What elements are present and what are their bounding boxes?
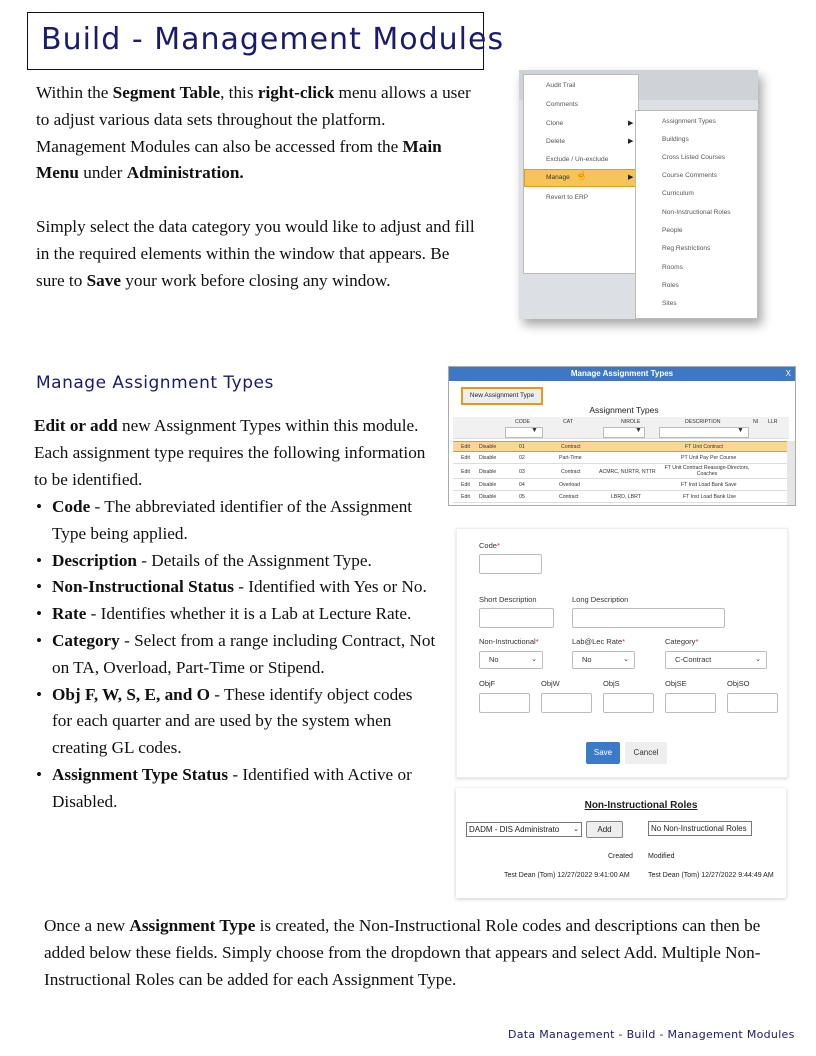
- select-value: No: [489, 655, 499, 664]
- edit-link[interactable]: Edit: [461, 455, 470, 461]
- list-item: [36, 762, 436, 816]
- edit-link[interactable]: Edit: [461, 482, 470, 488]
- cell-description: FT Unit Contract: [685, 444, 723, 450]
- filter-icon[interactable]: ▼: [531, 427, 538, 434]
- cell-description: PT Unit Pay Per Course: [681, 455, 737, 461]
- submenu-item-sites[interactable]: Sites: [662, 300, 677, 307]
- manage-submenu: [635, 110, 758, 319]
- objs-label: ObjS: [603, 679, 620, 688]
- code-input[interactable]: [479, 554, 542, 574]
- submenu-item-roles[interactable]: Roles: [662, 282, 679, 289]
- required-mark: *: [496, 541, 500, 550]
- long-description-label: Long Description: [572, 595, 629, 604]
- long-description-input[interactable]: [572, 608, 725, 628]
- cell-code: 05: [519, 494, 525, 500]
- text: your work before closing any window.: [120, 270, 391, 290]
- objf-input[interactable]: [479, 693, 530, 713]
- select-value: No: [582, 655, 592, 664]
- text: Simply select the data category you would like to adjust and fill in the required elements within the window that appears. Be sure to: [36, 217, 475, 290]
- description-filter-input[interactable]: [659, 427, 749, 438]
- non-instructional-select[interactable]: [479, 651, 543, 669]
- cell-description: FT Inst Load Bank Use: [683, 494, 736, 500]
- menu-item-exclude[interactable]: Exclude / Un-exclude: [546, 156, 609, 163]
- hand-cursor-icon: ☝: [575, 170, 588, 181]
- text: under: [78, 163, 127, 183]
- context-menu-screenshot: [519, 70, 758, 319]
- role-select[interactable]: [466, 822, 582, 837]
- submenu-item-curriculum[interactable]: Curriculum: [662, 190, 694, 197]
- menu-item-clone[interactable]: Clone: [546, 120, 564, 127]
- assignment-type-form-screenshot: [456, 528, 788, 778]
- new-assignment-type-button[interactable]: New Assignment Type: [461, 387, 543, 405]
- created-label: Created: [608, 853, 633, 860]
- cancel-button[interactable]: Cancel: [625, 742, 667, 764]
- menu-item-audit-trail[interactable]: Audit Trail: [546, 82, 576, 89]
- window-title: Manage Assignment Types: [570, 369, 674, 378]
- table-row[interactable]: [453, 453, 789, 464]
- list-term: Obj F, W, S, E, and O: [52, 684, 210, 704]
- closing-paragraph: [44, 913, 784, 993]
- text: Within the: [36, 83, 113, 102]
- cell-cat: Overload: [559, 482, 581, 488]
- disable-link[interactable]: Disable: [479, 455, 497, 461]
- page-footer: Data Management - Build - Management Modules: [508, 1028, 795, 1041]
- chevron-down-icon: ⌄: [755, 656, 761, 663]
- submenu-item-rooms[interactable]: Rooms: [662, 264, 683, 271]
- non-instructional-label: [479, 637, 539, 646]
- edit-link[interactable]: Edit: [461, 444, 470, 450]
- text: menu allows a user to adjust various data sets throughout the platform. Management Modules can also be accessed from the: [36, 83, 471, 156]
- table-row[interactable]: [453, 492, 789, 503]
- table-header-row: [453, 417, 789, 439]
- submenu-item-assignment-types[interactable]: Assignment Types: [662, 118, 716, 125]
- emphasis: Edit or add: [34, 416, 118, 435]
- table-row[interactable]: [453, 465, 789, 479]
- edit-link[interactable]: Edit: [461, 494, 470, 500]
- disable-link[interactable]: Disable: [479, 482, 497, 488]
- section-heading: Manage Assignment Types: [36, 373, 274, 393]
- table-row[interactable]: [453, 441, 789, 452]
- list-desc: - These identify object codes for each quarter and are used by the system when creating GL codes.: [52, 684, 413, 758]
- list-desc: - Identified with Active or Disabled.: [52, 764, 412, 811]
- column-header: CAT: [563, 419, 573, 425]
- disable-link[interactable]: Disable: [479, 444, 497, 450]
- cell-nirole: LBRD, LBRT: [611, 494, 641, 500]
- lab-lec-rate-select[interactable]: [572, 651, 635, 669]
- cell-code: 04: [519, 482, 525, 488]
- objse-label: ObjSE: [665, 679, 687, 688]
- list-term: Non-Instructional Status: [52, 577, 234, 597]
- column-header: NI: [753, 419, 759, 425]
- submenu-arrow-icon: ▶: [628, 138, 634, 145]
- objw-label: ObjW: [541, 679, 560, 688]
- label-text: Lab@Lec Rate: [572, 637, 623, 646]
- intro-paragraph-2: [36, 214, 481, 294]
- cell-description: FT Unit Contract Reassign-Directors, Coaches: [664, 465, 750, 477]
- window-titlebar: [449, 367, 795, 381]
- cell-cat: Contract: [561, 444, 581, 450]
- roles-title: Non-Instructional Roles: [584, 800, 698, 811]
- submenu-item-non-instructional-roles[interactable]: Non-Instructional Roles: [662, 209, 731, 216]
- emphasis: Administration.: [126, 163, 244, 183]
- select-value: C-Contract: [675, 655, 712, 664]
- category-select[interactable]: [665, 651, 767, 669]
- list-item: [36, 494, 436, 548]
- submenu-arrow-icon: ▶: [628, 120, 634, 127]
- submenu-item-buildings[interactable]: Buildings: [662, 136, 689, 143]
- menu-item-revert[interactable]: Revert to ERP: [546, 194, 589, 201]
- table-scrollbar[interactable]: [787, 441, 795, 506]
- list-item: [36, 574, 436, 601]
- table-row[interactable]: [453, 480, 789, 491]
- edit-link[interactable]: Edit: [461, 469, 470, 475]
- filter-icon[interactable]: ▼: [737, 427, 744, 434]
- text: new Assignment Types within this module. Each assignment type requires the following information to be identified.: [34, 416, 426, 489]
- list-term: Category: [52, 630, 120, 650]
- short-description-label: Short Description: [479, 595, 537, 604]
- cell-code: 01: [519, 444, 525, 450]
- menu-item-comments[interactable]: Comments: [546, 101, 578, 108]
- column-header: CODE: [515, 419, 530, 425]
- cell-cat: Contract: [559, 494, 579, 500]
- objs-input[interactable]: [603, 693, 654, 713]
- emphasis: Assignment Type: [129, 916, 256, 935]
- emphasis: Save: [86, 270, 121, 290]
- list-term: Rate: [52, 604, 87, 624]
- column-header: NIROLE: [621, 419, 641, 425]
- column-header: LLR: [768, 419, 778, 425]
- label-text: Category: [665, 637, 696, 646]
- save-button[interactable]: Save: [586, 742, 620, 764]
- list-item: [36, 628, 436, 682]
- section-intro: [34, 413, 434, 493]
- add-role-button[interactable]: Add: [586, 821, 623, 838]
- list-desc: - Select from a range including Contract, Not on TA, Overload, Part-Time or Stipend.: [52, 630, 436, 677]
- cell-nirole: ACMRC, NURTR, NTTR: [599, 469, 656, 475]
- cell-code: 02: [519, 455, 525, 461]
- filter-icon[interactable]: ▼: [635, 427, 642, 434]
- text: Once a new: [44, 916, 130, 935]
- roles-list-empty: No Non-Instructional Roles: [648, 821, 752, 836]
- disable-link[interactable]: Disable: [479, 469, 497, 475]
- list-term: Description: [52, 550, 137, 570]
- label-text: Non-Instructional: [479, 637, 536, 646]
- created-value: Test Dean (Tom) 12/27/2022 9:41:00 AM: [504, 872, 630, 879]
- objso-input[interactable]: [727, 693, 778, 713]
- text: is created, the Non-Instructional Role codes and descriptions can then be added below these fields. Simply choose from the dropdown that appears and select Add. Multiple Non-Instructional Roles can be added for each Assignment Type.: [44, 916, 761, 989]
- required-mark: *: [535, 637, 539, 646]
- list-item: [36, 682, 436, 762]
- chevron-down-icon: ⌄: [573, 823, 579, 836]
- code-label: [479, 541, 500, 550]
- disable-link[interactable]: Disable: [479, 494, 497, 500]
- page-title: Build - Management Modules: [41, 22, 505, 57]
- modified-value: Test Dean (Tom) 12/27/2022 9:44:49 AM: [648, 872, 774, 879]
- submenu-item-course-comments[interactable]: Course Comments: [662, 172, 717, 179]
- required-mark: *: [695, 637, 699, 646]
- submenu-arrow-icon: ▶: [628, 174, 634, 181]
- list-desc: - Identified with Yes or No.: [233, 577, 427, 597]
- text: , this: [220, 83, 258, 102]
- emphasis: Main Menu: [36, 136, 442, 183]
- short-description-input[interactable]: [479, 608, 554, 628]
- cell-code: 03: [519, 469, 525, 475]
- cell-cat: Part-Time: [559, 455, 582, 461]
- lab-lec-rate-label: [572, 637, 625, 646]
- submenu-item-people[interactable]: People: [662, 227, 683, 234]
- cell-cat: Contract: [561, 469, 581, 475]
- chevron-down-icon: ⌄: [623, 656, 629, 663]
- list-term: Code: [52, 497, 91, 516]
- objso-label: ObjSO: [727, 679, 750, 688]
- field-list: [36, 494, 436, 816]
- column-header: DESCRIPTION: [685, 419, 721, 425]
- objse-input[interactable]: [665, 693, 716, 713]
- label-text: Code: [479, 541, 497, 550]
- submenu-item-reg-restrictions[interactable]: Reg Restrictions: [662, 245, 711, 252]
- list-desc: - Identifies whether it is a Lab at Lecture Rate.: [86, 604, 412, 624]
- list-item: [36, 548, 436, 575]
- list-desc: - The abbreviated identifier of the Assignment Type being applied.: [52, 497, 413, 543]
- menu-item-delete[interactable]: Delete: [546, 138, 566, 145]
- category-label: [665, 637, 698, 646]
- close-icon[interactable]: X: [785, 369, 791, 378]
- list-term: Assignment Type Status: [52, 764, 229, 784]
- required-mark: *: [622, 637, 626, 646]
- select-value: DADM - DIS Administrato: [469, 825, 560, 834]
- modified-label: Modified: [648, 853, 675, 860]
- non-instructional-roles-screenshot: [456, 788, 786, 898]
- intro-paragraph-1: [36, 80, 476, 187]
- table-caption: Assignment Types: [589, 405, 659, 415]
- chevron-down-icon: ⌄: [531, 656, 537, 663]
- submenu-item-cross-listed[interactable]: Cross Listed Courses: [662, 154, 726, 161]
- list-item: [36, 601, 436, 628]
- cell-description: FT Inst Load Bank Save: [681, 482, 737, 488]
- manage-assignment-types-screenshot: [448, 366, 796, 506]
- list-desc: - Details of the Assignment Type.: [136, 550, 372, 570]
- emphasis: Segment Table: [112, 83, 221, 102]
- objf-label: ObjF: [479, 679, 496, 688]
- emphasis: right-click: [257, 83, 335, 102]
- objw-input[interactable]: [541, 693, 592, 713]
- menu-item-manage[interactable]: Manage: [546, 174, 570, 181]
